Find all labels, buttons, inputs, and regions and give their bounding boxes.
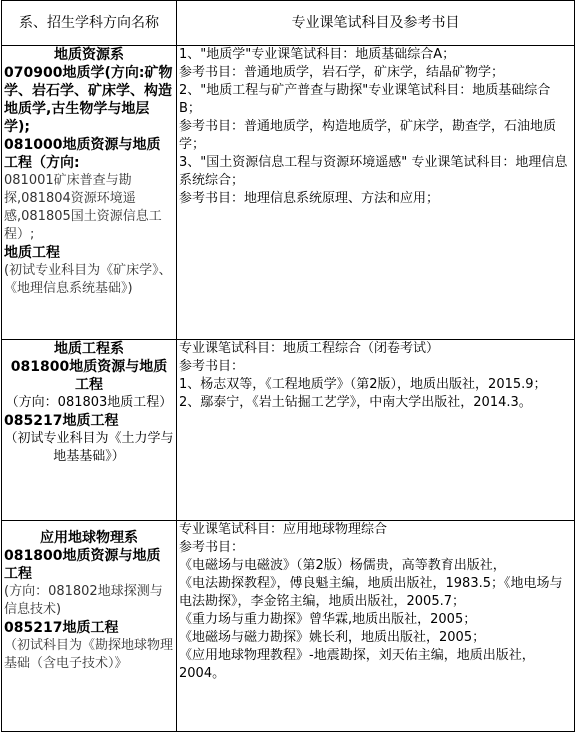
subject-line: 参考书目：地理信息系统原理、方法和应用； bbox=[179, 191, 440, 206]
program-line: 地质工程 bbox=[4, 245, 60, 261]
table-row bbox=[2, 521, 575, 732]
header-col-1: 系、招生学科方向名称 bbox=[2, 1, 177, 46]
admissions-table bbox=[1, 0, 575, 732]
subject-line: 参考书目： bbox=[179, 359, 245, 374]
department-name: 地质资源系 bbox=[54, 47, 124, 63]
subject-line: 专业课笔试科目：应用地球物理综合 bbox=[179, 522, 388, 537]
subject-line: 参考书目：普通地质学，构造地质学，矿床学，勘查学，石油地质学； bbox=[179, 119, 557, 152]
program-line: (初试专业科目为《矿床学》、《地理信息系统基础》) bbox=[4, 263, 172, 296]
subject-line: 3、"国土资源信息工程与资源环境遥感" 专业课笔试科目：地理信息系统综合； bbox=[179, 155, 568, 188]
subjects-cell bbox=[177, 46, 575, 340]
program-cell bbox=[2, 340, 177, 521]
program-line: 081000地质资源与地质工程（方向: bbox=[4, 137, 161, 171]
program-cell bbox=[2, 521, 177, 732]
program-line: 081800地质资源与地质工程 bbox=[4, 548, 161, 582]
subject-line: 专业课笔试科目：地质工程综合（闭卷考试） bbox=[179, 341, 440, 356]
subject-line: 2、鄢泰宁，《岩土钻掘工艺学》，中南大学出版社，2014.3。 bbox=[179, 395, 532, 410]
program-line: 081800地质资源与地质工程 bbox=[10, 359, 168, 393]
program-line: 070900地质学(方向:矿物学、岩石学、矿床学、构造地质学,古生物学与地层学); bbox=[4, 65, 173, 135]
program-line: 081001矿床普查与勘探,081804资源环境遥感,081805国土资源信息工程）; bbox=[4, 173, 162, 242]
program-cell bbox=[2, 46, 177, 340]
header-col-2: 专业课笔试科目及参考书目 bbox=[177, 1, 575, 46]
program-line: 085217地质工程 bbox=[4, 620, 119, 636]
table-row bbox=[2, 46, 575, 340]
department-name: 地质工程系 bbox=[54, 341, 124, 357]
subject-line: 《电法勘探教程》，傅良魁主编，地质出版社，1983.5；《地电场与电法勘探》，李金铭主编，地质出版社，2005.7； bbox=[179, 576, 563, 609]
program-line: （初试专业科目为《土力学与地基基础》） bbox=[4, 431, 174, 464]
subject-line: 《应用地球物理教程》-地震勘探，刘天佑主编，地质出版社，2004。 bbox=[179, 648, 535, 681]
program-line: (方向：081802地球探测与信息技术) bbox=[4, 584, 163, 617]
department-name: 应用地球物理系 bbox=[40, 530, 138, 546]
subject-line: 参考书目： bbox=[179, 540, 245, 555]
subject-line: 参考书目：普通地质学，岩石学，矿床学，结晶矿物学； bbox=[179, 65, 505, 80]
table-row bbox=[2, 340, 575, 521]
subject-line: 1、杨志双等，《工程地质学》（第2版），地质出版社，2015.9； bbox=[179, 377, 547, 392]
subject-line: 《地磁场与磁力勘探》姚长利，地质出版社，2005； bbox=[179, 630, 486, 645]
subject-line: 2、"地质工程与矿产普查与勘探"专业课笔试科目：地质基础综合B； bbox=[179, 83, 551, 116]
subject-line: 《电磁场与电磁波》（第2版）杨儒贵，高等教育出版社， bbox=[179, 558, 506, 573]
program-line: 085217地质工程 bbox=[4, 413, 119, 429]
program-line: （初试科目为《勘探地球物理基础（含电子技术）》 bbox=[4, 638, 174, 671]
program-line: （方向：081803地质工程） bbox=[5, 395, 173, 410]
subjects-cell bbox=[177, 340, 575, 521]
subject-line: 1、"地质学"专业课笔试科目：地质基础综合A； bbox=[179, 47, 456, 62]
subject-line: 《重力场与重力勘探》曾华霖,地质出版社，2005； bbox=[179, 612, 477, 627]
subjects-cell bbox=[177, 521, 575, 732]
header-row bbox=[2, 1, 575, 46]
